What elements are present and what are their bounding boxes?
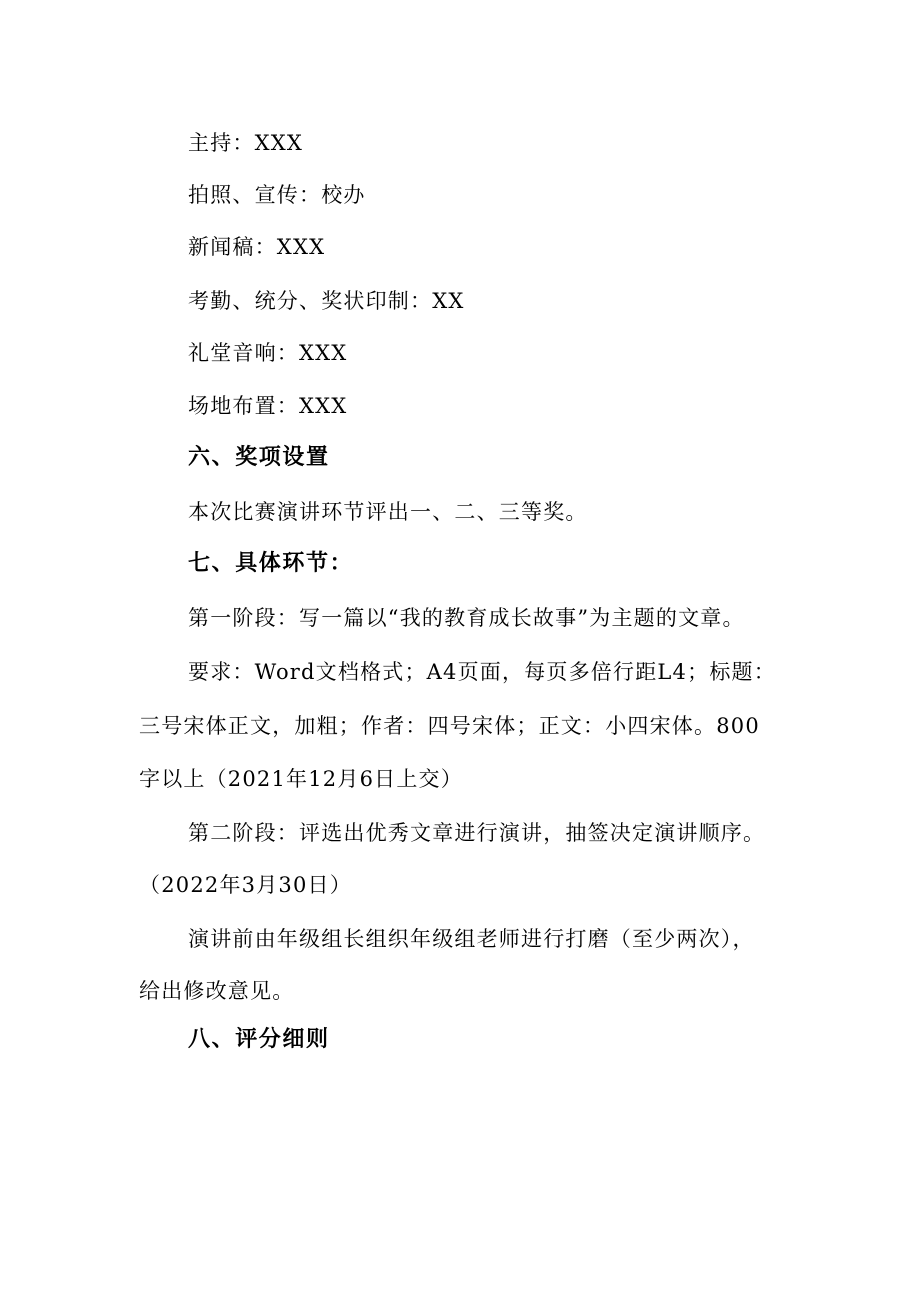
- stage-1-text: 第一阶段：写一篇以“我的教育成长故事”为主题的文章。: [188, 606, 745, 630]
- section-8-heading: 八、评分细则: [188, 1027, 330, 1052]
- requirement-line-3: 字以上（2021年12月6日上交）: [139, 767, 463, 791]
- polish-line-1: 演讲前由年级组长组织年级组老师进行打磨（至少两次），: [188, 927, 755, 951]
- requirement-line-1: 要求：Word文档格式；A4页面，每页多倍行距L4；标题：: [188, 660, 776, 684]
- stage-2-line-1: 第二阶段：评选出优秀文章进行演讲，抽签决定演讲顺序。: [188, 821, 766, 845]
- stage-2-line-2: （2022年3月30日）: [139, 873, 352, 897]
- polish-line-2: 给出修改意见。: [139, 979, 295, 1003]
- staff-host: 主持：XXX: [188, 131, 304, 155]
- requirement-line-2: 三号宋体正文，加粗；作者：四号宋体；正文：小四宋体。800: [139, 714, 760, 738]
- staff-audio: 礼堂音响：XXX: [188, 341, 348, 365]
- section-6-body: 本次比赛演讲环节评出一、二、三等奖。: [188, 500, 588, 524]
- staff-attendance-scoring: 考勤、统分、奖状印制：XX: [188, 289, 465, 313]
- section-7-heading: 七、具体环节：: [188, 551, 354, 576]
- staff-venue: 场地布置：XXX: [188, 394, 348, 418]
- section-6-heading: 六、奖项设置: [188, 445, 330, 470]
- staff-press-release: 新闻稿：XXX: [188, 235, 326, 259]
- staff-photo-publicity: 拍照、宣传：校办: [188, 183, 366, 207]
